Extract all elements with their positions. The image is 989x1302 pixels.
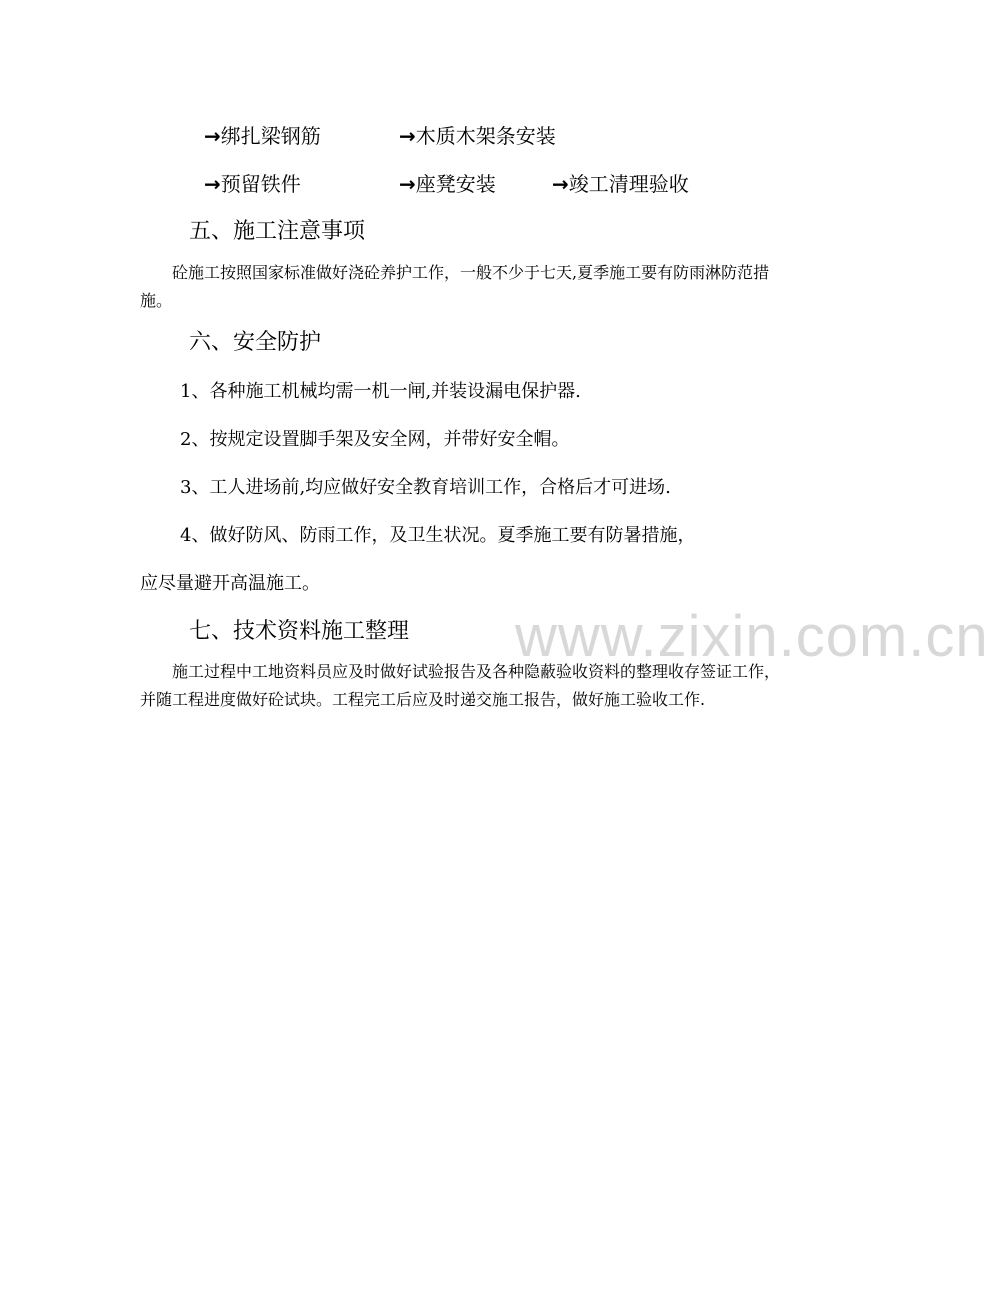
section-6-heading: 六、安全防护	[189, 330, 322, 355]
flow-step-label: 座凳安装	[415, 172, 496, 196]
safety-item-4-continued: 应尽量避开高温施工。	[140, 573, 320, 594]
flow-step-label: 绑扎梁钢筋	[220, 124, 321, 148]
safety-item-1: 1、各种施工机械均需一机一闸,并装设漏电保护器.	[180, 381, 581, 402]
arrow-right-icon: →	[204, 172, 221, 196]
flow-step	[552, 168, 689, 200]
flow-step	[399, 168, 496, 200]
flow-step-label: 木质木架条安装	[415, 124, 556, 148]
section-5-paragraph	[140, 259, 790, 315]
arrow-right-icon: →	[552, 172, 569, 196]
section-5-text: 砼施工按照国家标准做好浇砼养护工作，一般不少于七天,夏季施工要有防雨淋防范措施。	[140, 263, 770, 310]
safety-item-2: 2、按规定设置脚手架及安全网，并带好安全帽。	[180, 429, 570, 450]
safety-item-4: 4、做好防风、防雨工作，及卫生状况。夏季施工要有防暑措施，	[180, 525, 696, 546]
flow-step	[204, 120, 321, 152]
arrow-right-icon: →	[399, 172, 416, 196]
section-7-text: 施工过程中工地资料员应及时做好试验报告及各种隐蔽验收资料的整理收存签证工作，并随工程进度做好砼试块。工程完工后应及时递交施工报告，做好施工验收工作.	[140, 662, 781, 709]
flow-row-2	[0, 168, 920, 200]
flow-row-1	[0, 120, 920, 152]
arrow-right-icon: →	[399, 124, 416, 148]
section-7-heading: 七、技术资料施工整理	[189, 619, 410, 644]
flow-step	[399, 120, 556, 152]
flow-step	[204, 168, 301, 200]
section-5-heading: 五、施工注意事项	[189, 219, 366, 244]
arrow-right-icon: →	[204, 124, 221, 148]
safety-item-3: 3、工人进场前,均应做好安全教育培训工作，合格后才可进场.	[180, 477, 671, 498]
flow-step-label: 预留铁件	[220, 172, 301, 196]
flow-step-label: 竣工清理验收	[568, 172, 689, 196]
watermark: www.zixin.com.cn	[515, 604, 989, 669]
